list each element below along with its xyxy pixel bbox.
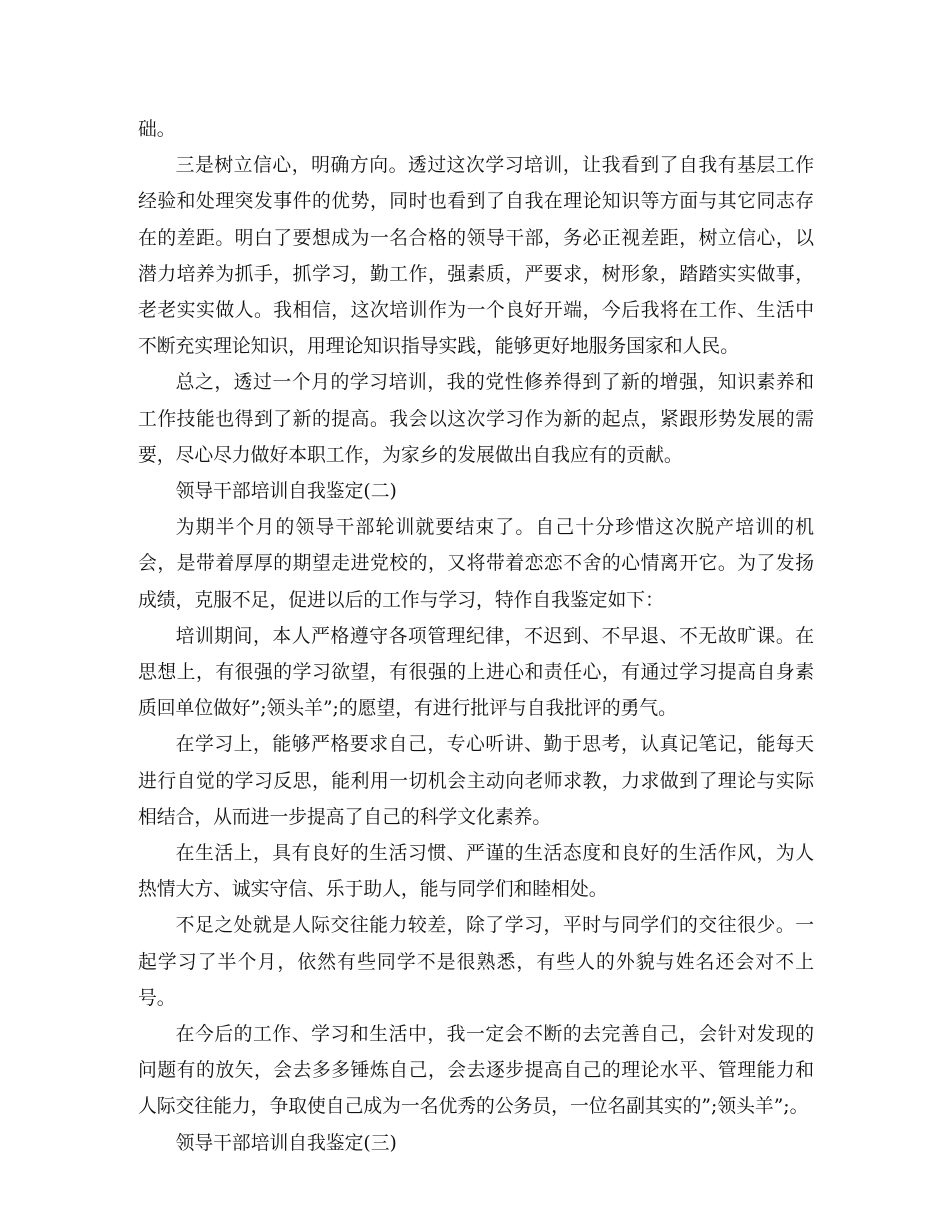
- paragraph-study: 在学习上，能够严格要求自己，专心听讲、勤于思考，认真记笔记，能每天进行自觉的学习反思，能利用一切机会主动向老师求教，力求做到了理论与实际相结合，从而进一步提高了自己的科学文化素养。: [138, 734, 814, 828]
- section-heading-3: 领导干部培训自我鉴定(三): [175, 1132, 397, 1154]
- paragraph-life: 在生活上，具有良好的生活习惯、严谨的生活态度和良好的生活作风，为人热情大方、诚实守信、乐于助人，能与同学们和睦相处。: [138, 843, 814, 901]
- paragraph-future: 在今后的工作、学习和生活中，我一定会不断的去完善自己，会针对发现的问题有的放矢，会去多多锤炼自己，会去逐步提高自己的理论水平、管理能力和人际交往能力，争取使自己成为一名优秀的公务员，一位名副其实的”;领头羊”;。: [138, 1024, 814, 1118]
- document-body: [138, 112, 814, 1162]
- paragraph-continuation: 础。: [138, 119, 176, 140]
- paragraph-intro: 为期半个月的领导干部轮训就要结束了。自己十分珍惜这次脱产培训的机会，是带着厚厚的期望走进党校的，又将带着恋恋不舍的心情离开它。为了发扬成绩，克服不足，促进以后的工作与学习，特作自我鉴定如下：: [138, 517, 814, 611]
- paragraph-discipline: 培训期间，本人严格遵守各项管理纪律，不迟到、不早退、不无故旷课。在思想上，有很强的学习欲望，有很强的上进心和责任心，有通过学习提高自身素质回单位做好”;领头羊”;的愿望，有进行批评与自我批评的勇气。: [138, 625, 814, 720]
- section-heading-2: 领导干部培训自我鉴定(二): [175, 481, 397, 503]
- paragraph-shortcomings: 不足之处就是人际交往能力较差，除了学习，平时与同学们的交往很少。一起学习了半个月，依然有些同学不是很熟悉，有些人的外貌与姓名还会对不上号。: [138, 915, 814, 1009]
- paragraph-summary: 总之，透过一个月的学习培训，我的党性修养得到了新的增强，知识素养和工作技能也得到了新的提高。我会以这次学习作为新的起点，紧跟形势发展的需要，尽心尽力做好本职工作，为家乡的发展做出自我应有的贡献。: [138, 372, 814, 466]
- paragraph-build-confidence: 三是树立信心，明确方向。透过这次学习培训，让我看到了自我有基层工作经验和处理突发事件的优势，同时也看到了自我在理论知识等方面与其它同志存在的差距。明白了要想成为一名合格的领导干部，务必正视差距，树立信心，以潜力培养为抓手，抓学习，勤工作，强素质，严要求，树形象，踏踏实实做事，老老实实做人。我相信，这次培训作为一个良好开端，今后我将在工作、生活中不断充实理论知识，用理论知识指导实践，能够更好地服务国家和人民。: [138, 155, 814, 358]
